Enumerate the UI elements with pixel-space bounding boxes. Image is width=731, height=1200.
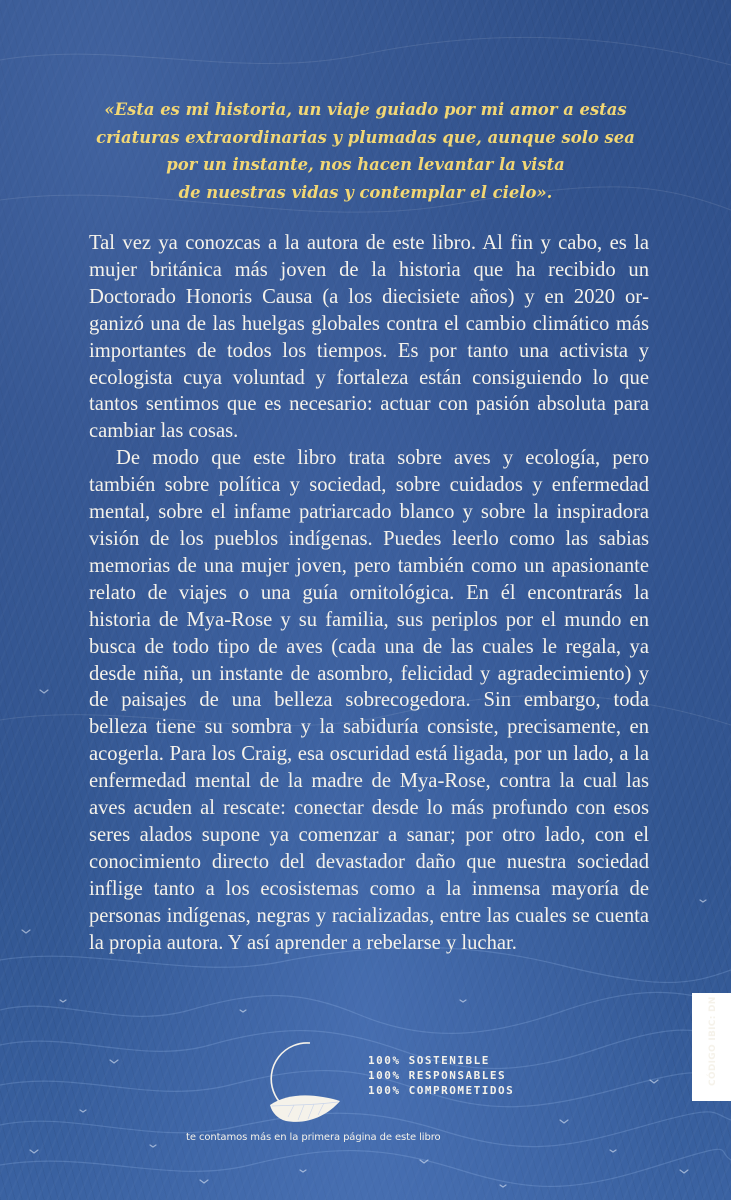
footer-note: te contamos más en la primera página de este libro (186, 1132, 441, 1143)
sustainability-claims (368, 1053, 514, 1098)
pull-quote-line: «Esta es mi historia, un viaje guiado por mi amor a estas (104, 100, 627, 119)
synopsis (89, 230, 649, 956)
synopsis-paragraph-1: Tal vez ya conozcas a la autora de este libro. Al fin y cabo, es la mujer británica más joven de la historia que ha recibido un Doctorado Honoris Causa (a los diecisiete años) y en 2020 organizó una de las huelgas globales contra el cambio climático más importantes de todos los tiempos. Es por tanto una activista y ecologista cuya voluntad y fortaleza están consiguiendo lo que tantos sentimos que es necesario: actuar con pasión absoluta para cambiar las cosas. (89, 232, 649, 443)
synopsis-paragraph-2: De modo que este libro trata sobre aves y ecología, pero también sobre política y sociedad, sobre cuidados y enfermedad mental, sobre el infame patriarcado blanco y sobre la inspiradora visión de los pueblos indígenas. Puedes leerlo como las sabias memorias de una mujer joven, pero también como un apasionante relato de viajes o una guía ornitológica. En él encontrarás la historia de Mya-Rose y su familia, sus periplos por el mundo en busca de todo tipo de aves (cada una de las cuales le regala, ya desde niña, un instante de asombro, felicidad y agradecimiento) y de paisajes de una belleza sobrecogedora. Sin embargo, toda belleza tiene su sombra y la sabiduría consiste, precisamente, en acogerla. Para los Craig, esa oscuridad está ligada, por un lado, a la enfermedad mental de la madre de Mya-Rose, contra la cual las aves acuden al rescate: conectar desde lo más profundo con esos seres alados supone ya comenzar a sanar; por otro lado, con el conocimiento directo del devastador daño que nuestra sociedad inflige tanto a los ecosistemas como a la inmensa mayoría de personas indígenas, negras y racializadas, entre las cuales se cuenta la propia autora. Y así aprender a rebelarse y luchar. (89, 447, 649, 954)
claim-item: 100% RESPONSABLES (368, 1069, 507, 1082)
ibic-code: CÓDIGO IBIC: DN (708, 996, 718, 1086)
pull-quote-line: por un instante, nos hacen levantar la vista (166, 155, 565, 175)
pull-quote-line: de nuestras vidas y contemplar el cielo». (178, 182, 553, 202)
moon-feather-logo-icon (258, 1035, 348, 1135)
claim-item: 100% SOSTENIBLE (368, 1054, 490, 1067)
claim-item: 100% COMPROMETIDOS (368, 1084, 515, 1097)
pull-quote-line: criaturas extraordinarias y plumadas que, aunque solo sea (96, 127, 635, 147)
pull-quote (60, 96, 671, 206)
